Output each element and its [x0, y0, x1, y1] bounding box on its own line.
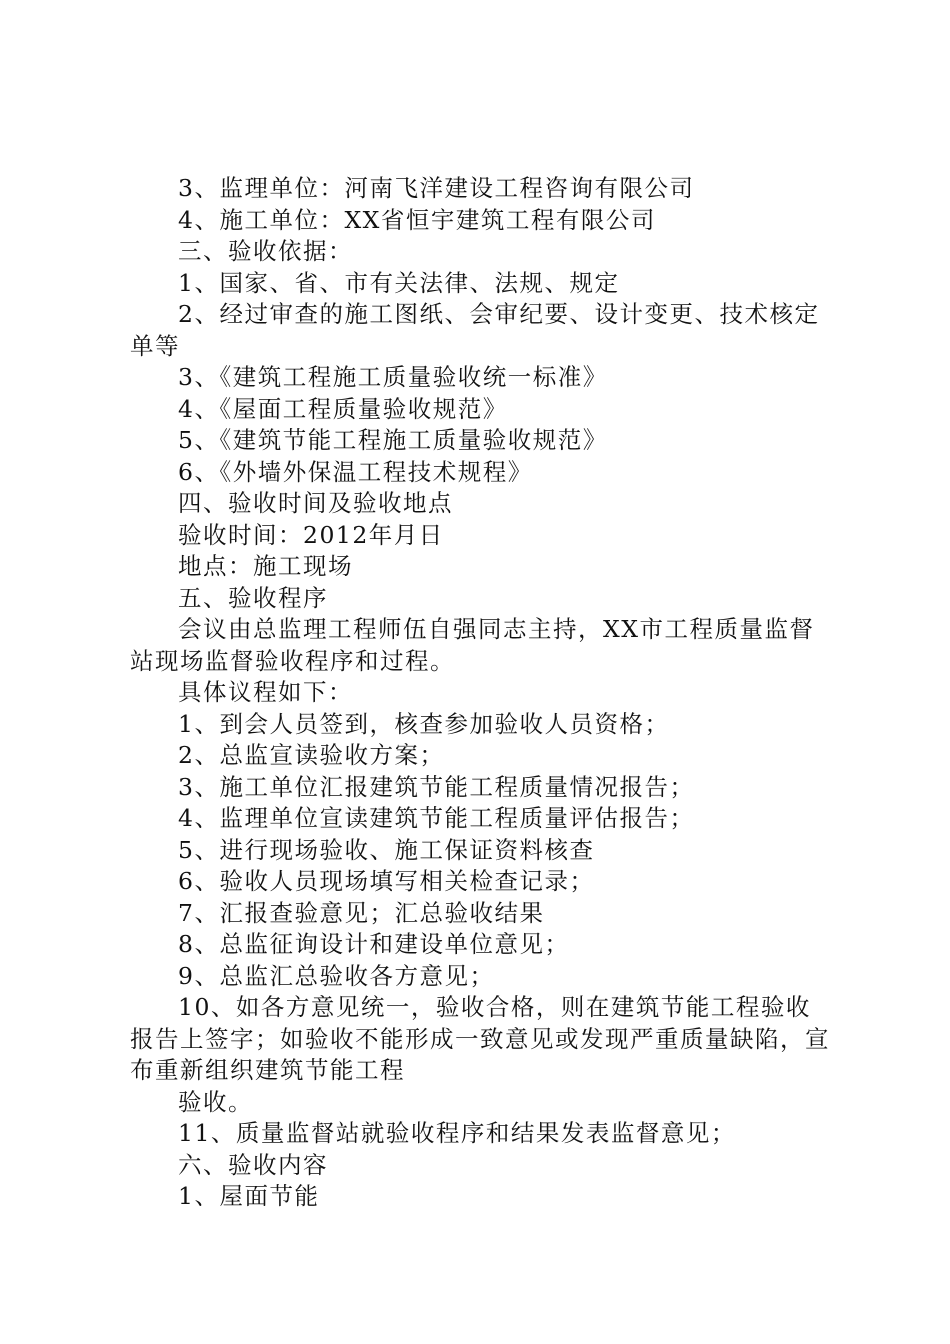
paragraph-supervision-unit: 3、监理单位：河南飞洋建设工程咨询有限公司: [178, 174, 695, 202]
paragraph-agenda-intro: 具体议程如下：: [178, 678, 353, 706]
paragraph-construction-unit: 4、施工单位：XX省恒宇建筑工程有限公司: [178, 205, 656, 234]
paragraph-basis-2: 2、经过审查的施工图纸、会审纪要、设计变更、技术核定单等: [130, 300, 820, 360]
paragraph-basis-6: 6、《外墙外保温工程技术规程》: [178, 457, 533, 486]
paragraph-basis-1: 1、国家、省、市有关法律、法规、规定: [178, 268, 620, 297]
agenda-item-4: 4、监理单位宣读建筑节能工程质量评估报告；: [178, 804, 695, 832]
agenda-item-5: 5、进行现场验收、施工保证资料核查: [178, 835, 595, 864]
agenda-item-8: 8、总监征询设计和建设单位意见；: [178, 930, 570, 958]
agenda-item-7: 7、汇报查验意见；汇总验收结果: [178, 898, 545, 927]
heading-acceptance-content: 六、验收内容: [178, 1150, 328, 1179]
agenda-item-9: 9、总监汇总验收各方意见；: [178, 961, 495, 990]
paragraph-meeting-host: 会议由总监理工程师伍自强同志主持，XX市工程质量监督站现场监督验收程序和过程。: [130, 615, 815, 675]
agenda-item-2: 2、总监宣读验收方案；: [178, 741, 445, 769]
paragraph-basis-5: 5、《建筑节能工程施工质量验收规范》: [178, 426, 608, 454]
paragraph-roof-energy-saving: 1、屋面节能: [178, 1182, 320, 1210]
agenda-item-6: 6、验收人员现场填写相关检查记录；: [178, 867, 595, 895]
paragraph-acceptance-place: 地点：施工现场: [178, 552, 353, 580]
agenda-item-1: 1、到会人员签到，核查参加验收人员资格；: [178, 709, 670, 738]
paragraph-basis-4: 4、《屋面工程质量验收规范》: [178, 394, 508, 423]
agenda-item-10: 10、如各方意见统一，验收合格，则在建筑节能工程验收报告上签字；如验收不能形成一致意见或发现严重质量缺陷，宣布重新组织建筑节能工程: [130, 993, 830, 1084]
heading-acceptance-procedure: 五、验收程序: [178, 583, 328, 612]
paragraph-basis-3: 3、《建筑工程施工质量验收统一标准》: [178, 363, 608, 391]
heading-acceptance-basis: 三、验收依据：: [178, 237, 353, 265]
document-body: [130, 173, 834, 1213]
paragraph-acceptance-time: 验收时间：2012年月日: [178, 520, 444, 549]
agenda-item-3: 3、施工单位汇报建筑节能工程质量情况报告；: [178, 772, 695, 801]
heading-time-place: 四、验收时间及验收地点: [178, 489, 453, 517]
agenda-item-11: 11、质量监督站就验收程序和结果发表监督意见；: [178, 1119, 736, 1147]
agenda-item-10-continued: 验收。: [178, 1087, 253, 1116]
